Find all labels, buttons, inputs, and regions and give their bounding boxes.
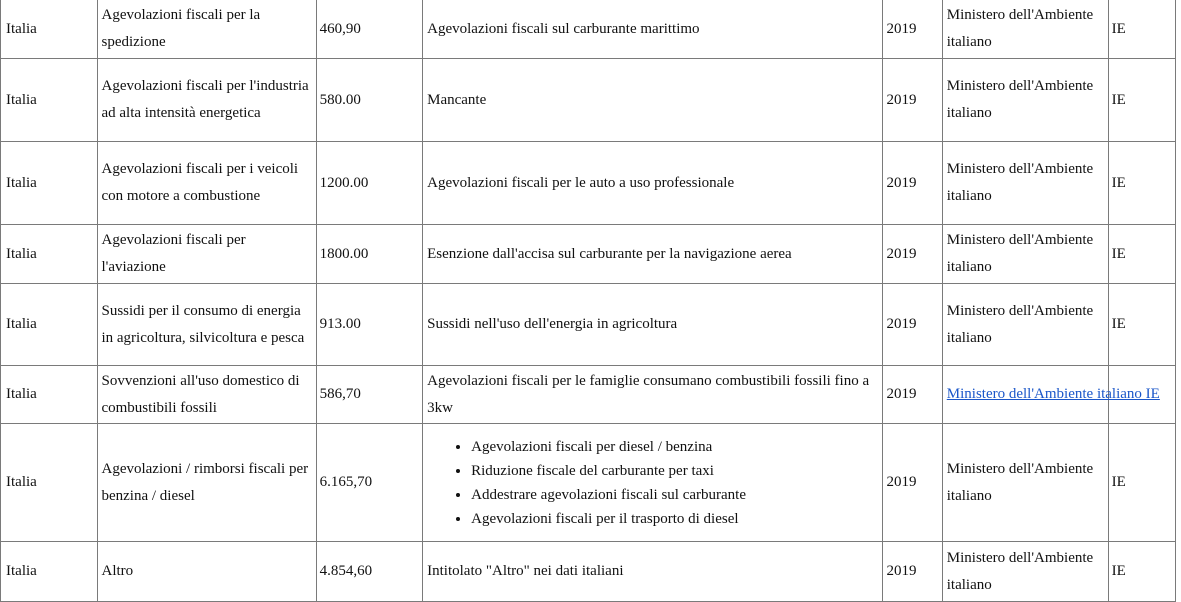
table-row xyxy=(1,142,1176,225)
year-cell: 2019 xyxy=(883,366,942,424)
year-cell: 2019 xyxy=(883,424,942,542)
year-cell: 2019 xyxy=(883,59,942,142)
country-cell: Italia xyxy=(1,366,98,424)
source-cell: Ministero dell'Ambiente italiano xyxy=(942,542,1108,602)
table-row xyxy=(1,284,1176,366)
source-cell xyxy=(942,366,1160,424)
country-cell: Italia xyxy=(1,542,98,602)
year-cell: 2019 xyxy=(883,225,942,284)
source-cell: Ministero dell'Ambiente italiano xyxy=(942,284,1108,366)
code-cell: IE xyxy=(1108,542,1175,602)
amount-cell: 460,90 xyxy=(316,0,423,59)
measure-name-cell: Agevolazioni fiscali per la spedizione xyxy=(98,0,316,59)
code-cell: IE xyxy=(1108,142,1175,225)
table-row xyxy=(1,542,1176,602)
list-item: • Addestrare agevolazioni fiscali sul carburante xyxy=(471,483,879,507)
measure-name-cell: Agevolazioni fiscali per i veicoli con motore a combustione xyxy=(98,142,316,225)
country-cell: Italia xyxy=(1,142,98,225)
table-row xyxy=(1,225,1176,284)
measure-name-cell: Agevolazioni fiscali per l'industria ad alta intensità energetica xyxy=(98,59,316,142)
amount-cell: 4.854,60 xyxy=(316,542,423,602)
table-row xyxy=(1,424,1176,542)
source-link[interactable]: Ministero dell'Ambiente italiano IE xyxy=(946,386,1160,402)
measure-name-cell: Agevolazioni fiscali per l'aviazione xyxy=(98,225,316,284)
country-cell: Italia xyxy=(1,424,98,542)
list-item: • Agevolazioni fiscali per il trasporto di diesel xyxy=(471,507,879,531)
country-cell: Italia xyxy=(1,225,98,284)
year-cell: 2019 xyxy=(883,542,942,602)
year-cell: 2019 xyxy=(883,142,942,225)
description-cell: Agevolazioni fiscali per le auto a uso professionale xyxy=(423,142,883,225)
list-item: • Riduzione fiscale del carburante per taxi xyxy=(471,459,879,483)
code-cell: IE xyxy=(1108,0,1175,59)
description-bullet-list xyxy=(427,435,879,531)
description-cell: Mancante xyxy=(423,59,883,142)
measure-name-cell: Agevolazioni / rimborsi fiscali per benzina / diesel xyxy=(98,424,316,542)
source-cell: Ministero dell'Ambiente italiano xyxy=(942,0,1108,59)
code-cell: IE xyxy=(1108,59,1175,142)
source-cell: Ministero dell'Ambiente italiano xyxy=(942,225,1108,284)
amount-cell: 913.00 xyxy=(316,284,423,366)
description-cell: Intitolato "Altro" nei dati italiani xyxy=(423,542,883,602)
amount-cell: 6.165,70 xyxy=(316,424,423,542)
source-cell: Ministero dell'Ambiente italiano xyxy=(942,142,1108,225)
table-row xyxy=(1,0,1176,59)
table-row xyxy=(1,59,1176,142)
description-cell xyxy=(423,424,883,542)
country-cell: Italia xyxy=(1,59,98,142)
source-cell: Ministero dell'Ambiente italiano xyxy=(942,59,1108,142)
amount-cell: 580.00 xyxy=(316,59,423,142)
code-cell: IE xyxy=(1108,424,1175,542)
country-cell: Italia xyxy=(1,0,98,59)
source-cell: Ministero dell'Ambiente italiano xyxy=(942,424,1108,542)
code-cell: IE xyxy=(1108,225,1175,284)
year-cell: 2019 xyxy=(883,284,942,366)
country-cell: Italia xyxy=(1,284,98,366)
year-cell: 2019 xyxy=(883,0,942,59)
code-cell: IE xyxy=(1108,284,1175,366)
table-row xyxy=(1,366,1176,424)
description-cell: Esenzione dall'accisa sul carburante per la navigazione aerea xyxy=(423,225,883,284)
amount-cell: 1800.00 xyxy=(316,225,423,284)
description-cell: Sussidi nell'uso dell'energia in agricoltura xyxy=(423,284,883,366)
amount-cell: 1200.00 xyxy=(316,142,423,225)
measure-name-cell: Sovvenzioni all'uso domestico di combustibili fossili xyxy=(98,366,316,424)
measure-name-cell: Sussidi per il consumo di energia in agricoltura, silvicoltura e pesca xyxy=(98,284,316,366)
description-cell: Agevolazioni fiscali sul carburante marittimo xyxy=(423,0,883,59)
amount-cell: 586,70 xyxy=(316,366,423,424)
description-cell: Agevolazioni fiscali per le famiglie consumano combustibili fossili fino a 3kw xyxy=(423,366,883,424)
list-item: • Agevolazioni fiscali per diesel / benzina xyxy=(471,435,879,459)
measure-name-cell: Altro xyxy=(98,542,316,602)
